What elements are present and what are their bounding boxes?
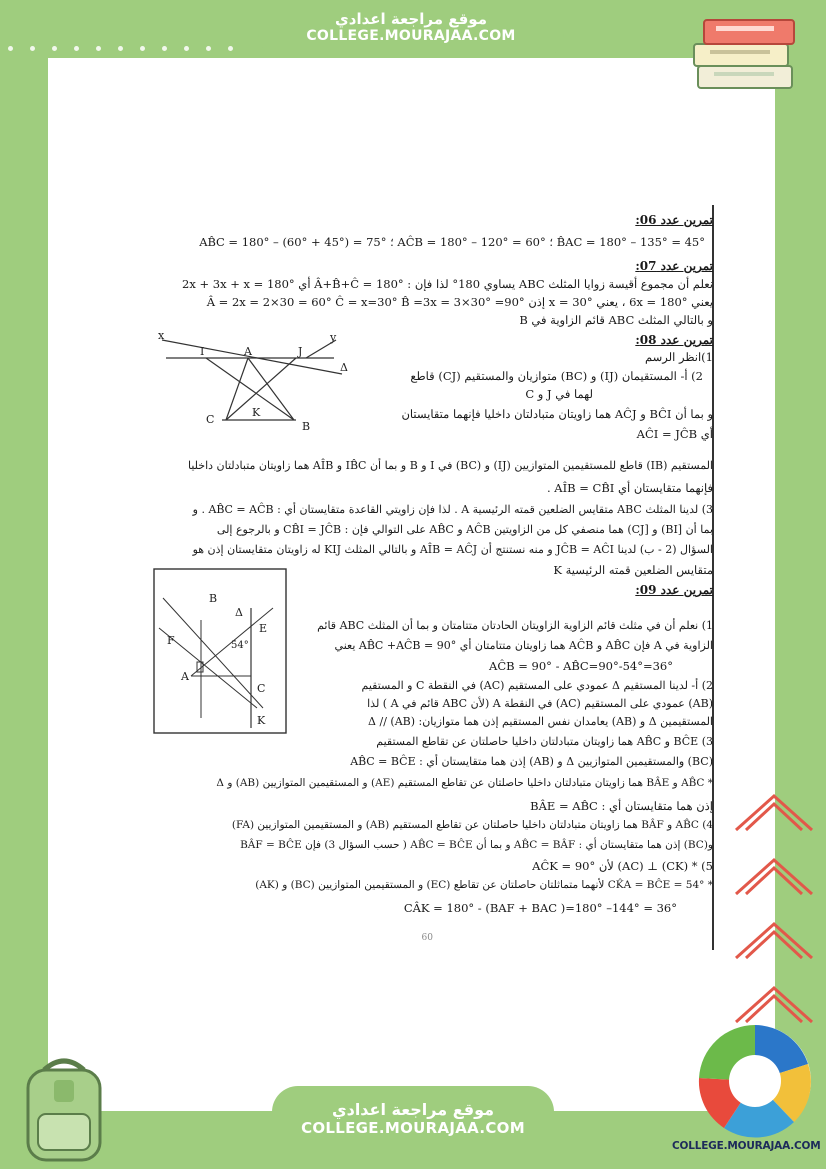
fig09-label-b: B [209, 592, 218, 605]
books-icon [690, 8, 802, 94]
fig08-label-b: B [302, 420, 311, 433]
ex09-line7: 3) BĈE و AB̂C هما زاويتان متبادلتان داخليا حاصلتان عن تقاطع المستقيم [376, 735, 713, 748]
ex09-line11: 4) AB̂C و BÂF هما زاويتان متبادلتان داخليا حاصلتان عن تقاطع المستقيم (AB) و المستقيمين المتوازيين (FA) [231, 819, 713, 831]
fig08-label-delta: Δ [340, 361, 348, 374]
fig09-label-angle: 54° [231, 640, 249, 651]
ex09-line12: و(BC) إذن هما متقايستان أي : AB̂C = BÂF و بما أن AB̂C = BĈE ( حسب السؤال 3) فإن BÂF = BĈE [240, 839, 713, 851]
ex09-line14: * CK̂A = BĈE = 54° لأنهما متماثلتان حاصلتان عن تقاطع (EC) و المستقيمين المتوازيين (BC) و (AK) [255, 879, 713, 891]
page-number: 60 [421, 933, 433, 943]
fig09-label-k: K [257, 714, 266, 727]
footer-site-url[interactable]: COLLEGE.MOURAJAA.COM [301, 1119, 525, 1137]
fig09-label-a: A [181, 670, 189, 683]
ex06-line1: AB̂C = 180° – (60° + 45°) = 75° ؛ AĈB = 180° – 120° = 60° ؛ B̂AC = 180° – 135° = 45° [199, 235, 705, 249]
header-site-name: موقع مراجعة اعدادي [335, 10, 487, 28]
ex09-line8: (BC) والمستقيمين المتوازيين Δ و (AB) إذن هما متقايستان أي : AB̂C = BĈE [350, 755, 713, 768]
ex08-line7: فإنهما متقايستان أي AÎB = CB̂I . [546, 481, 713, 495]
ex09-line10: إذن هما متقايستان أي : BÂE = AB̂C [530, 799, 713, 813]
ex08-line10: السؤال (2 - ب) لدينا JĈB = AĈI و منه نستنتج أن AÎB = AĈJ و بالتالي المثلث KIJ له زاويتان متقايستان إذن هو [192, 543, 713, 556]
ex08-line2: 2) أ- المستقيمان (IJ) و (BC) متوازيان والمستقيم (CJ) قاطع [410, 369, 703, 383]
ex08-line3: لهما في J و C [525, 387, 593, 401]
figure-exercise-09 [153, 568, 287, 734]
backpack-icon [14, 1052, 114, 1164]
fig08-label-k: K [252, 406, 261, 419]
ex07-line3: و بالتالي المثلث ABC قائم الزاوية في B [519, 313, 713, 327]
fig08-label-c: C [206, 413, 215, 426]
fig08-label-a: A [244, 345, 252, 358]
ex07-line1: نعلم أن مجموع أقيسة زوايا المثلث ABC يساوي 180° لذا فإن : Â+B̂+Ĉ = 180° أي 2x + 3x + x = 180° [182, 277, 713, 291]
decorative-dots [8, 42, 258, 56]
footer-site-name: موقع مراجعة اعدادي [331, 1100, 495, 1119]
figure-exercise-08 [156, 330, 366, 438]
footer-banner [272, 1086, 554, 1169]
fig09-label-delta: Δ [235, 606, 243, 619]
ex09-line9: * AB̂C و BÂE هما زاويتان متبادلتان داخليا حاصلتان عن تقاطع المستقيم (AE) و المستقيمين المتوازيين (AB) و Δ [216, 777, 713, 789]
ex09-line4: 2) أ- لدينا المستقيم Δ عمودي على المستقيم (AC) في النقطة C و المستقيم [361, 679, 713, 692]
ex08-line1: 1)انظر الرسم [645, 350, 713, 364]
ex08-heading: تمرين عدد 08: [635, 333, 713, 347]
brand-logo-text[interactable]: COLLEGE.MOURAJAA.COM [672, 1140, 821, 1152]
chevron-decoration [730, 790, 826, 1040]
ex09-line6: المستقيمين Δ و (AB) يعامدان نفس المستقيم إذن هما متوازيان: Δ // (AB) [368, 715, 713, 728]
ex08-line8: 3) لدينا المثلث ABC متقايس الضلعين قمته الرئيسية A . لذا فإن زاويتي القاعدة متقايستان أي : AB̂C = AĈB . و [192, 503, 713, 516]
ex09-line2: الزاوية في A فإن AB̂C و AĈB هما زاويتان متتامتان أي AB̂C +AĈB = 90° يعني [334, 639, 713, 652]
fig08-label-x: x [158, 330, 165, 342]
ex09-line13: 5) * (CK) ⊥ (AC) لأن AĈK = 90° [532, 859, 713, 873]
fig09-label-f: F [167, 634, 175, 647]
header-banner [258, 0, 564, 58]
ex09-line1: 1) نعلم أن في مثلث قائم الزاوية الزاويتان الحادتان متتامتان و بما أن المثلث ABC قائم [317, 619, 713, 632]
fig08-label-y: y [330, 331, 337, 344]
fig09-label-e: E [259, 622, 268, 635]
ex08-line5: أي AĈI = JĈB [636, 427, 713, 441]
ex08-line9: بما أن [BI) و [CJ) هما منصفي كل من الزاويتين AĈB و AB̂C على التوالي فإن : CB̂I = JĈB و بالرجوع إلى [216, 523, 713, 536]
header-site-url[interactable]: COLLEGE.MOURAJAA.COM [306, 28, 516, 44]
ex06-heading: تمرين عدد 06: [635, 213, 713, 227]
fig08-label-i: I [200, 345, 205, 358]
fig09-label-c: C [257, 682, 266, 695]
ex08-line4: و بما أن BĈI و AĈJ هما زاويتان متبادلتان داخليا فإنهما متقايستان [401, 407, 713, 421]
ex08-line11: متقايس الضلعين قمته الرئيسية K [553, 563, 713, 577]
ex08-line6: المستقيم (IB) قاطع للمستقيمين المتوازيين (IJ) و (BC) في I و B و بما أن IB̂C و AÎB هما زاويتان متبادلتان داخليا [187, 459, 713, 472]
ex09-line15: CÂK = 180° - (BAF + BAC )=180° –144° = 36° [403, 901, 677, 915]
ex09-heading: تمرين عدد 09: [635, 583, 713, 597]
brand-logo-icon [694, 1022, 816, 1140]
ex07-line2: يعني 6x = 180° ، يعني x = 30° إذن Â = 2x = 2×30 = 60° Ĉ = x=30° B̂ =3x = 3×30° =90° [206, 295, 713, 309]
ex09-line3: AĈB = 90° - AB̂C=90°-54°=36° [489, 659, 673, 673]
ex09-line5: (AB) عمودي على المستقيم (AC) في النقطة A (لأن ABC قائم في A ) لذا [367, 697, 713, 710]
fig08-label-j: J [298, 345, 303, 358]
ex07-heading: تمرين عدد 07: [635, 259, 713, 273]
